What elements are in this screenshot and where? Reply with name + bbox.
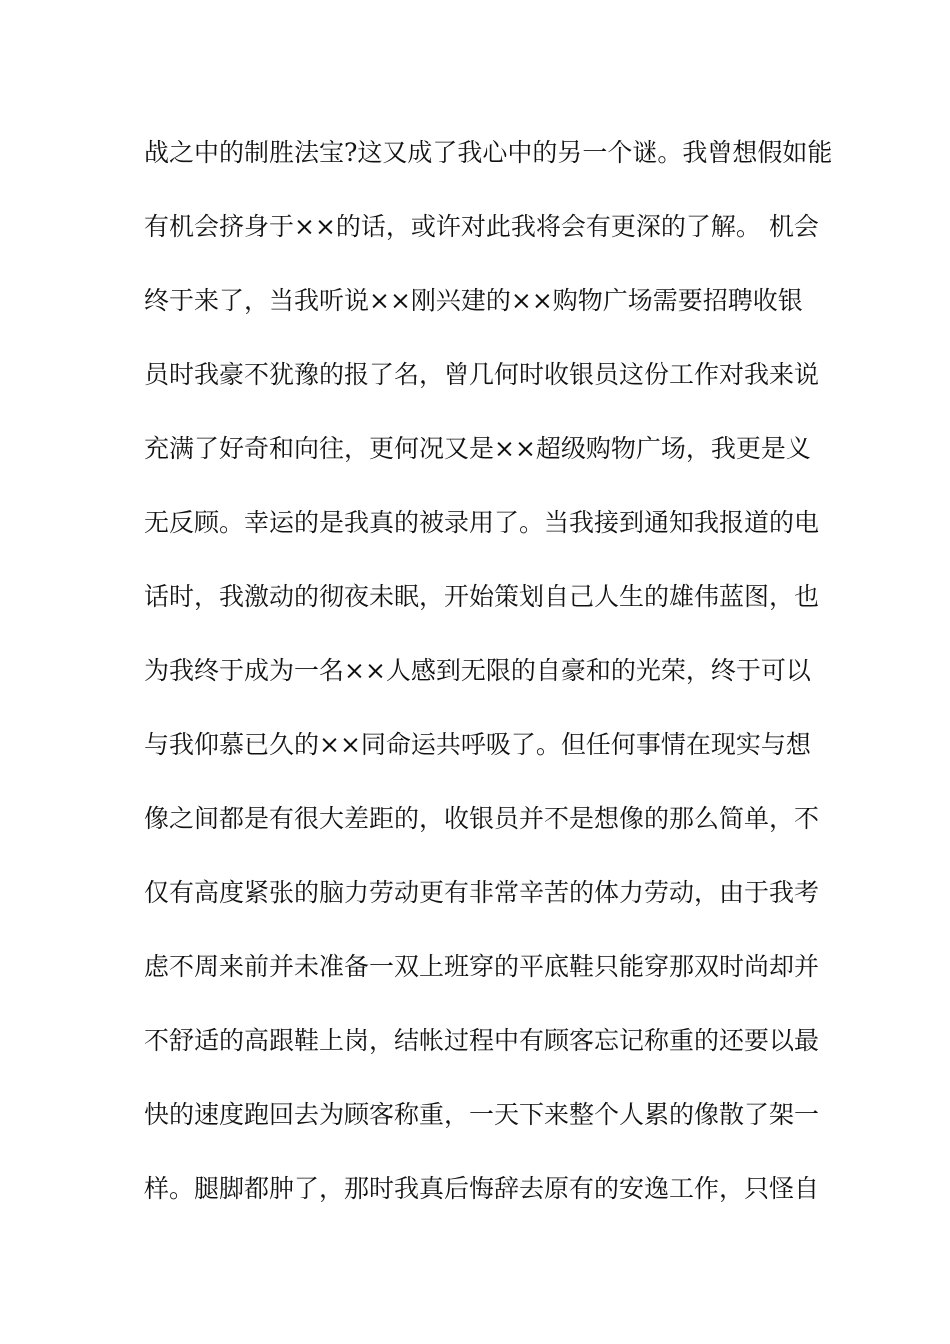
text-line: 无反顾。幸运的是我真的被录用了。当我接到通知我报道的电 (144, 508, 820, 537)
text-line: 有机会挤身于××的话，或许对此我将会有更深的了解。 机会 (144, 212, 819, 241)
text-line: 像之间都是有很大差距的，收银员并不是想像的那么简单，不 (144, 804, 820, 833)
text-line: 快的速度跑回去为顾客称重，一天下来整个人累的像散了架一 (144, 1100, 820, 1129)
text-line: 充满了好奇和向往，更何况又是××超级购物广场，我更是义 (144, 434, 811, 463)
text-line: 终于来了，当我听说××刚兴建的××购物广场需要招聘收银 (144, 286, 803, 315)
text-line: 话时，我激动的彻夜未眠，开始策划自己人生的雄伟蓝图，也 (144, 582, 820, 611)
text-line: 为我终于成为一名××人感到无限的自豪和的光荣，终于可以 (144, 656, 811, 685)
text-line: 虑不周来前并未准备一双上班穿的平底鞋只能穿那双时尚却并 (144, 952, 820, 981)
text-line: 仅有高度紧张的脑力劳动更有非常辛苦的体力劳动，由于我考 (144, 878, 820, 907)
text-line: 战之中的制胜法宝?这又成了我心中的另一个谜。我曾想假如能 (144, 138, 833, 167)
text-line: 不舒适的高跟鞋上岗，结帐过程中有顾客忘记称重的还要以最 (144, 1026, 820, 1055)
text-line: 与我仰慕已久的××同命运共呼吸了。但任何事情在现实与想 (144, 730, 811, 759)
text-line: 样。腿脚都肿了，那时我真后悔辞去原有的安逸工作，只怪自 (144, 1174, 820, 1203)
body-text (144, 128, 833, 1238)
text-line: 员时我豪不犹豫的报了名，曾几何时收银员这份工作对我来说 (144, 360, 820, 389)
